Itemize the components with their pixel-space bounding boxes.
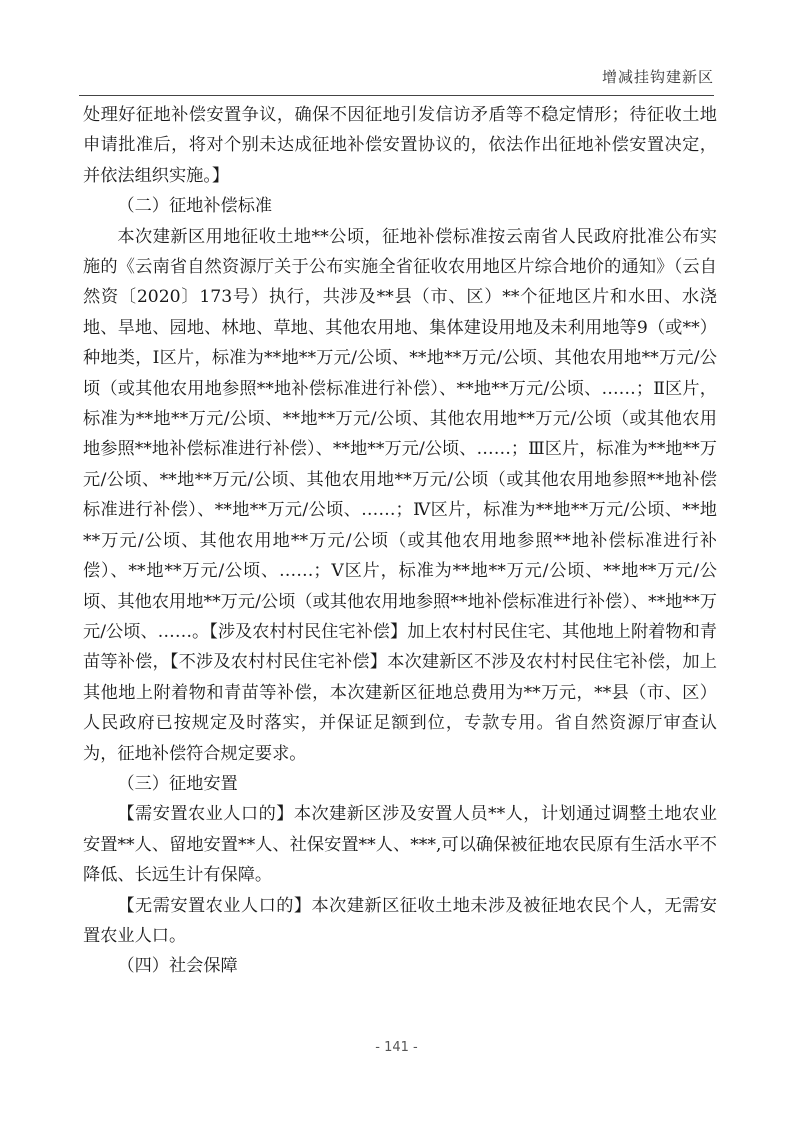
- running-title: 增减挂钩建新区: [601, 68, 714, 86]
- section-heading-resettlement: （三）征地安置: [117, 773, 238, 794]
- header-rule: [79, 95, 714, 96]
- paragraph-resettlement-not-needed: 【无需安置农业人口的】本次建新区征收土地未涉及被征地农民个人，无需安置农业人口。: [83, 895, 717, 946]
- page-number: - 141 -: [375, 1040, 418, 1055]
- paragraph-resettlement-needed: 【需安置农业人口的】本次建新区涉及安置人员**人，计划通过调整土地农业安置**人、留地安置**人、社保安置**人、***,可以确保被征地农民原有生活水平不降低、长远生计有保障。: [83, 804, 717, 886]
- paragraph-compensation-standard: 本次建新区用地征收土地**公顷，征地补偿标准按云南省人民政府批准公布实施的《云南省自然资源厅关于公布实施全省征收农用地区片综合地价的通知》（云自然资〔2020〕173号）执行，共涉及**县（市、区）**个征地区片和水田、水浇地、旱地、园地、林地、草地、其他农用地、集体建设用地及未利用地等9（或**）种地类，Ⅰ区片，标准为**地**万元/公顷、**地**万元/公顷、其他农用地**万元/公顷（或其他农用地参照**地补偿标准进行补偿）、**地**万元/公顷、……；Ⅱ区片，标准为**地**万元/公顷、**地**万元/公顷、其他农用地**万元/公顷（或其他农用地参照**地补偿标准进行补偿）、**地**万元/公顷、……；Ⅲ区片，标准为**地**万元/公顷、**地**万元/公顷、其他农用地**万元/公顷（或其他农用地参照**地补偿标准进行补偿）、**地**万元/公顷、……；Ⅳ区片，标准为**地**万元/公顷、**地**万元/公顷、其他农用地**万元/公顷（或其他农用地参照**地补偿标准进行补偿）、**地**万元/公顷、……；Ⅴ区片，标准为**地**万元/公顷、**地**万元/公顷、其他农用地**万元/公顷（或其他农用地参照**地补偿标准进行补偿）、**地**万元/公顷、……。【涉及农村村民住宅补偿】加上农村村民住宅、其他地上附着物和青苗等补偿，【不涉及农村村民住宅补偿】本次建新区不涉及农村村民住宅补偿，加上其他地上附着物和青苗等补偿，本次建新区征地总费用为**万元，**县（市、区）人民政府已按规定及时落实，并保证足额到位，专款专用。省自然资源厅审查认为，征地补偿符合规定要求。: [83, 226, 717, 764]
- section-heading-compensation-standard: （二）征地补偿标准: [117, 196, 273, 217]
- body-text: [83, 100, 717, 982]
- section-heading-social-security: （四）社会保障: [117, 956, 238, 977]
- paragraph-continuation: 处理好征地补偿安置争议，确保不因征地引发信访矛盾等不稳定情形；待征收土地申请批准后，将对个别未达成征地补偿安置协议的，依法作出征地补偿安置决定，并依法组织实施。】: [83, 105, 717, 186]
